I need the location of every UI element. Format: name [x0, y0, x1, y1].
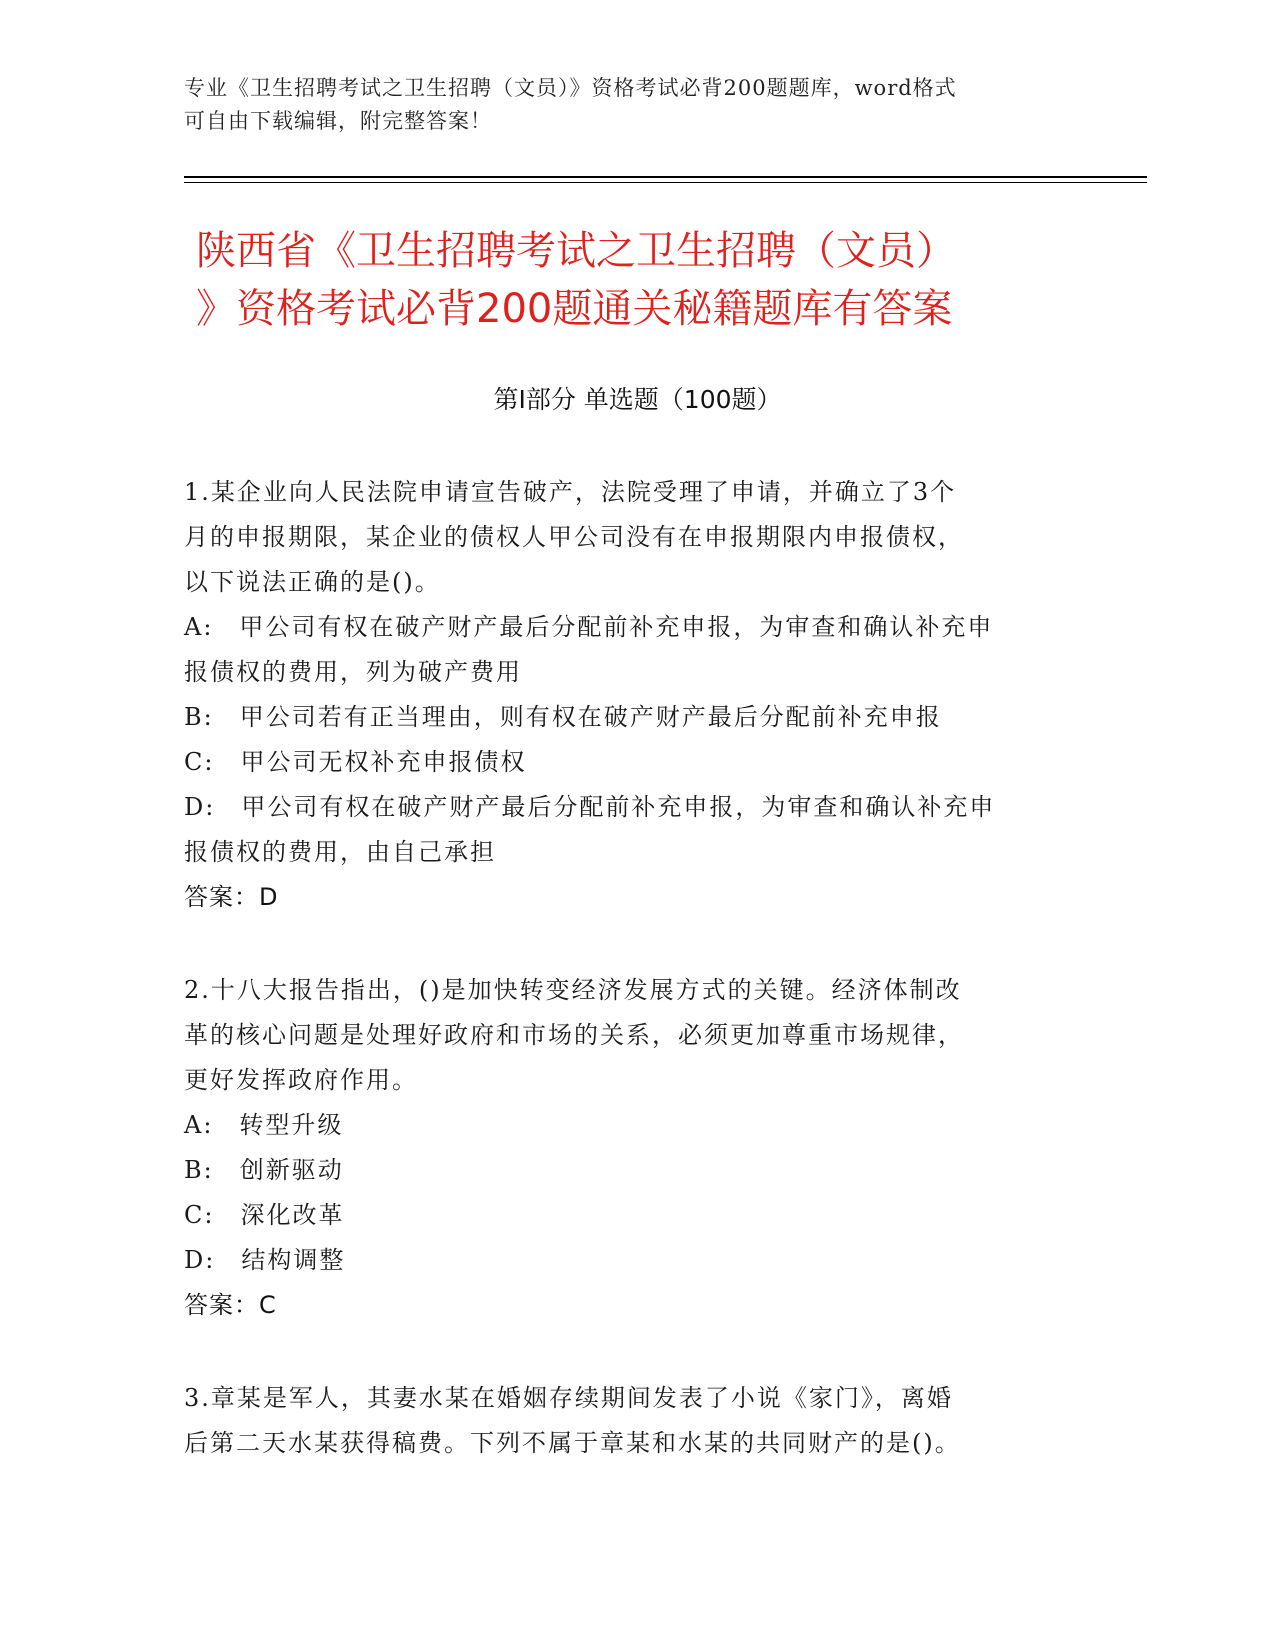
- question-stem-line: 1.某企业向人民法院申请宣告破产，法院受理了申请，并确立了3个: [184, 478, 957, 506]
- question-option-line: A: 甲公司有权在破产财产最后分配前补充申报，为审查和确认补充申: [184, 613, 994, 641]
- section-heading: 第Ⅰ部分 单选题（100题）: [493, 385, 782, 414]
- header-note: [184, 72, 1064, 138]
- header-note-line: 可自由下载编辑，附完整答案！: [184, 109, 492, 133]
- question-stem-line: 月的申报期限，某企业的债权人甲公司没有在申报期限内申报债权，: [184, 523, 964, 551]
- title-line: 陕西省《卫生招聘考试之卫生招聘（文员）: [196, 228, 956, 274]
- question-item: [184, 968, 1084, 1328]
- question-stem-line: 2.十八大报告指出，()是加快转变经济发展方式的关键。经济体制改: [184, 976, 962, 1004]
- question-item: [184, 1376, 1084, 1466]
- header-divider-thin: [184, 182, 1147, 183]
- question-option-line: C: 甲公司无权补充申报债权: [184, 748, 527, 776]
- question-stem-line: 更好发挥政府作用。: [184, 1066, 418, 1094]
- question-option-line: A: 转型升级: [184, 1111, 344, 1139]
- question-answer: 答案：D: [184, 883, 279, 911]
- document-title: [196, 222, 1096, 338]
- question-option-line: C: 深化改革: [184, 1201, 345, 1229]
- question-stem-line: 3.章某是军人，其妻水某在婚姻存续期间发表了小说《家门》，离婚: [184, 1384, 953, 1412]
- question-option-line: D: 甲公司有权在破产财产最后分配前补充申报，为审查和确认补充申: [184, 793, 996, 821]
- question-stem-line: 以下说法正确的是()。: [184, 568, 441, 596]
- question-option-line: B: 甲公司若有正当理由，则有权在破产财产最后分配前补充申报: [184, 703, 942, 731]
- question-stem-line: 后第二天水某获得稿费。下列不属于章某和水某的共同财产的是()。: [184, 1429, 961, 1457]
- question-item: [184, 470, 1084, 920]
- question-list: [184, 470, 1084, 1466]
- question-answer: 答案：C: [184, 1291, 277, 1319]
- header-divider: [184, 176, 1147, 178]
- question-option-line: B: 创新驱动: [184, 1156, 344, 1184]
- question-stem-line: 革的核心问题是处理好政府和市场的关系，必须更加尊重市场规律，: [184, 1021, 964, 1049]
- question-option-line: 报债权的费用，由自己承担: [184, 838, 496, 866]
- question-option-line: 报债权的费用，列为破产费用: [184, 658, 522, 686]
- question-option-line: D: 结构调整: [184, 1246, 346, 1274]
- header-note-line: 专业《卫生招聘考试之卫生招聘（文员）》资格考试必背200题题库，word格式: [184, 76, 957, 100]
- title-line: 》资格考试必背200题通关秘籍题库有答案: [196, 286, 953, 332]
